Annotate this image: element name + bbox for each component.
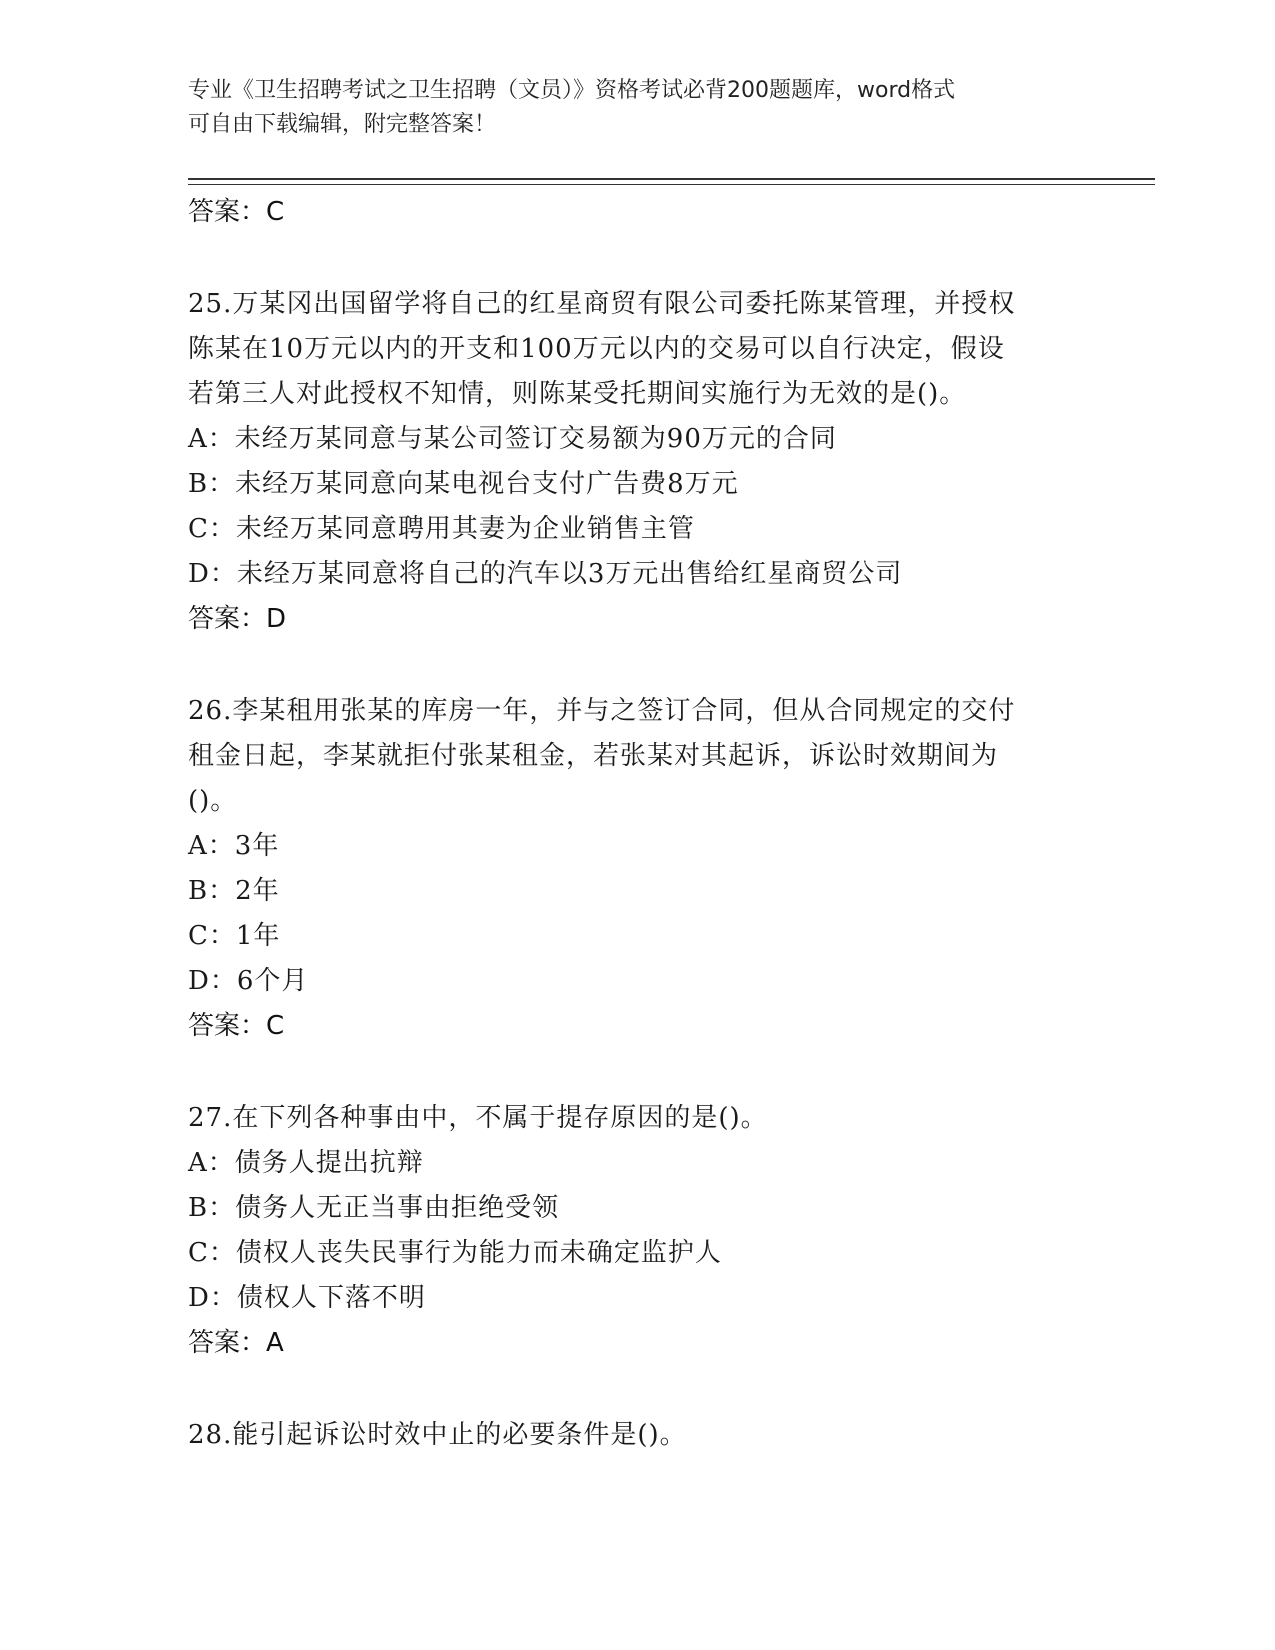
spacer bbox=[188, 641, 1088, 689]
question-block-25 bbox=[188, 282, 1088, 641]
answer-line: 答案：C bbox=[188, 1011, 285, 1041]
document-body bbox=[188, 190, 1088, 1458]
spacer bbox=[188, 234, 1088, 282]
option-b: B：债务人无正当事由拒绝受领 bbox=[188, 1193, 560, 1223]
option-a: A：未经万某同意与某公司签订交易额为90万元的合同 bbox=[188, 424, 837, 454]
answer-line: 答案：C bbox=[188, 197, 285, 227]
question-text-line: 27.在下列各种事由中，不属于提存原因的是()。 bbox=[188, 1103, 768, 1133]
option-d: D：未经万某同意将自己的汽车以3万元出售给红星商贸公司 bbox=[188, 559, 903, 589]
question-text-line: 陈某在10万元以内的开支和100万元以内的交易可以自行决定，假设 bbox=[188, 334, 1005, 364]
question-text-line: 租金日起，李某就拒付张某租金，若张某对其起诉，诉讼时效期间为 bbox=[188, 741, 999, 771]
question-block-27 bbox=[188, 1096, 1088, 1365]
answer-line: 答案：A bbox=[188, 1328, 284, 1358]
header-divider-thick bbox=[188, 178, 1155, 180]
option-b: B：未经万某同意向某电视台支付广告费8万元 bbox=[188, 469, 739, 499]
header-line-1: 专业《卫生招聘考试之卫生招聘（文员）》资格考试必背200题题库，word格式 bbox=[188, 78, 956, 103]
option-a: A：3年 bbox=[188, 831, 280, 861]
question-text-line: 28.能引起诉讼时效中止的必要条件是()。 bbox=[188, 1420, 687, 1450]
document-header bbox=[188, 74, 1078, 142]
question-text-line: ()。 bbox=[188, 786, 238, 816]
question-block-28 bbox=[188, 1413, 1088, 1458]
question-block-26 bbox=[188, 689, 1088, 1048]
option-a: A：债务人提出抗辩 bbox=[188, 1148, 424, 1178]
answer-line: 答案：D bbox=[188, 604, 287, 634]
spacer bbox=[188, 1365, 1088, 1413]
option-b: B：2年 bbox=[188, 876, 280, 906]
option-c: C：未经万某同意聘用其妻为企业销售主管 bbox=[188, 514, 695, 544]
header-line-2: 可自由下载编辑，附完整答案！ bbox=[188, 112, 497, 137]
header-divider-thin bbox=[188, 184, 1155, 185]
question-text-line: 若第三人对此授权不知情，则陈某受托期间实施行为无效的是()。 bbox=[188, 379, 967, 409]
spacer bbox=[188, 1048, 1088, 1096]
option-d: D：6个月 bbox=[188, 966, 309, 996]
question-text-line: 25.万某冈出国留学将自己的红星商贸有限公司委托陈某管理，并授权 bbox=[188, 289, 1016, 319]
option-d: D：债权人下落不明 bbox=[188, 1283, 426, 1313]
question-text-line: 26.李某租用张某的库房一年，并与之签订合同，但从合同规定的交付 bbox=[188, 696, 1016, 726]
option-c: C：债权人丧失民事行为能力而未确定监护人 bbox=[188, 1238, 722, 1268]
option-c: C：1年 bbox=[188, 921, 281, 951]
